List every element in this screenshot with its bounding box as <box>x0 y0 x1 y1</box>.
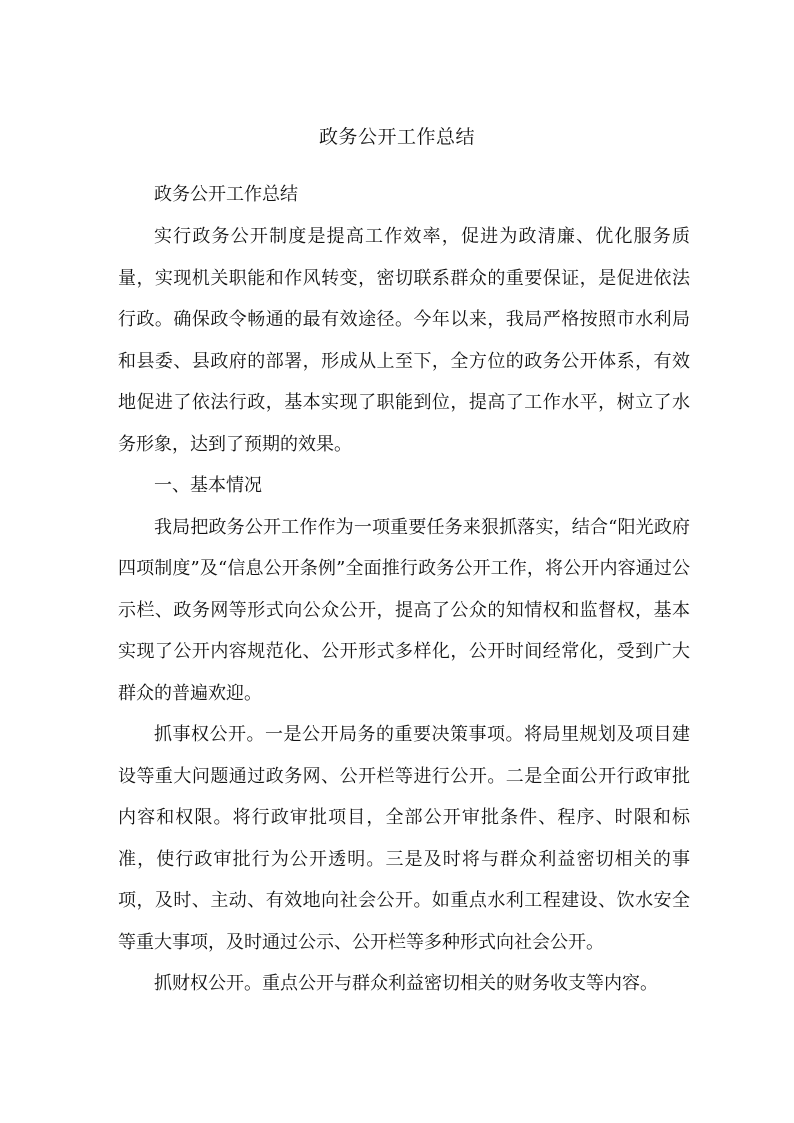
section-heading-basic-situation: 一、基本情况 <box>154 475 262 496</box>
document-body <box>118 180 690 1005</box>
paragraph-basic-situation: 我局把政务公开工作作为一项重要任务来狠抓落实，结合“阳光政府四项制度”及“信息公开条例”全面推行政务公开工作，将公开内容通过公示栏、政务网等形式向公众公开，提高了公众的知情权和监督权，基本实现了公开内容规范化、公开形式多样化，公开时间经常化，受到广大群众的普遍欢迎。 <box>118 516 690 704</box>
paragraph-affairs-disclosure: 抓事权公开。一是公开局务的重要决策事项。将局里规划及项目建设等重大问题通过政务网、公开栏等进行公开。二是全面公开行政审批内容和权限。将行政审批项目，全部公开审批条件、程序、时限和标准，使行政审批行为公开透明。三是及时将与群众利益密切相关的事项，及时、主动、有效地向社会公开。如重点水利工程建设、饮水安全等重大事项，及时通过公示、公开栏等多种形式向社会公开。 <box>118 724 690 953</box>
document-title: 政务公开工作总结 <box>318 126 475 148</box>
paragraph-intro: 实行政务公开制度是提高工作效率，促进为政清廉、优化服务质量，实现机关职能和作风转变，密切联系群众的重要保证，是促进依法行政。确保政令畅通的最有效途径。今年以来，我局严格按照市水利局和县委、县政府的部署，形成从上至下，全方位的政务公开体系，有效地促进了依法行政，基本实现了职能到位，提高了工作水平，树立了水务形象，达到了预期的效果。 <box>118 226 690 455</box>
paragraph-finance-disclosure: 抓财权公开。重点公开与群众利益密切相关的财务收支等内容。 <box>154 973 658 994</box>
document-subtitle: 政务公开工作总结 <box>154 184 298 205</box>
